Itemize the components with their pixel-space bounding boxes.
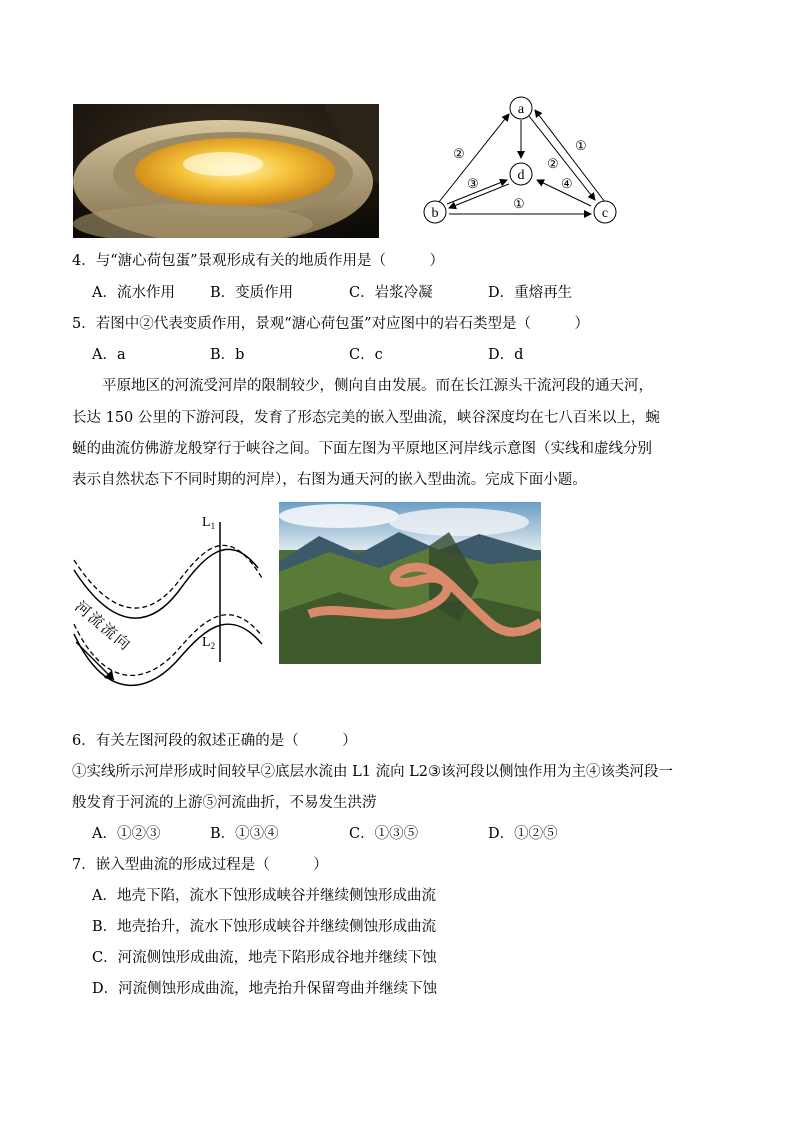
label-b-to-d: ③: [467, 176, 479, 191]
flow-direction-label: 河流流向: [71, 598, 134, 655]
q6-option-a[interactable]: A．①②③: [92, 826, 161, 842]
svg-text:d: d: [517, 168, 525, 183]
label-a-c-outer: ①: [575, 138, 587, 153]
node-d: [510, 163, 532, 185]
q5-stem: 5．若图中②代表变质作用，景观“溏心荷包蛋”对应图中的岩石类型是（ ）: [72, 316, 590, 332]
upper-bank-solid: [74, 549, 258, 618]
q5-option-c[interactable]: C．c: [349, 347, 383, 363]
rock-cycle-diagram: [415, 96, 635, 230]
q4-option-a[interactable]: A．流水作用: [92, 285, 175, 301]
q6-option-d[interactable]: D．①②⑤: [488, 826, 558, 842]
tongtian-river-photo: [279, 502, 541, 664]
q5-option-b[interactable]: B．b: [210, 347, 245, 363]
river-bank-diagram: [68, 508, 273, 704]
passage-line-4: 表示自然状态下不同时期的河岸），右图为通天河的嵌入型曲流。完成下面小题。: [72, 472, 587, 488]
label-a-c-inner: ②: [547, 156, 559, 171]
label-c-to-d: ④: [561, 176, 573, 191]
node-a: [510, 97, 532, 119]
node-b: [424, 201, 446, 223]
upper-bank-dashed: [74, 545, 262, 608]
q4-option-c[interactable]: C．岩浆冷凝: [349, 285, 433, 301]
passage-line-3: 蜒的曲流仿佛游龙般穿行于峡谷之间。下面左图为平原地区河岸线示意图（实线和虚线分别: [72, 441, 652, 457]
q4-option-d[interactable]: D．重熔再生: [488, 285, 573, 301]
node-c: [594, 201, 616, 223]
q7-option-a[interactable]: A．地壳下陷，流水下蚀形成峡谷并继续侧蚀形成曲流: [92, 888, 436, 904]
q7-option-b[interactable]: B．地壳抬升，流水下蚀形成峡谷并继续侧蚀形成曲流: [92, 919, 437, 935]
q5-option-a[interactable]: A．a: [92, 347, 126, 363]
label-b-c: ①: [513, 196, 525, 211]
passage-line-2: 长达 150 公里的下游河段，发育了形态完美的嵌入型曲流，峡谷深度均在七八百米以上，蜿: [72, 410, 660, 426]
svg-text:a: a: [517, 102, 525, 117]
q6-option-b[interactable]: B．①③④: [210, 826, 279, 842]
q4-stem: 4．与“溏心荷包蛋”景观形成有关的地质作用是（ ）: [72, 253, 445, 269]
q4-option-b[interactable]: B．变质作用: [210, 285, 294, 301]
q6-statements-line-2: 般发育于河流的上游⑤河流曲折，不易发生洪涝: [72, 795, 377, 811]
label-b-to-a: ②: [453, 146, 465, 161]
svg-text:c: c: [601, 206, 609, 221]
svg-text:b: b: [431, 206, 439, 221]
q6-statements-line-1: ①实线所示河岸形成时间较早②底层水流由 L1 流向 L2③该河段以侧蚀作用为主④该类河段一: [72, 764, 674, 780]
q7-option-d[interactable]: D．河流侧蚀形成曲流，地壳抬升保留弯曲并继续下蚀: [92, 981, 438, 997]
passage-line-1: 平原地区的河流受河岸的限制较少，侧向自由发展。而在长江源头干流河段的通天河，: [102, 378, 653, 394]
q5-option-d[interactable]: D．d: [488, 347, 524, 363]
q7-stem: 7．嵌入型曲流的形成过程是（ ）: [72, 857, 328, 873]
q7-option-c[interactable]: C．河流侧蚀形成曲流，地壳下陷形成谷地并继续下蚀: [92, 950, 437, 966]
q6-option-c[interactable]: C．①③⑤: [349, 826, 419, 842]
q6-stem: 6．有关左图河段的叙述正确的是（ ）: [72, 733, 357, 749]
label-l2: $L_2$: [202, 635, 216, 651]
arrow-d-to-b: [449, 184, 509, 208]
label-l1: $L_1$: [202, 515, 216, 531]
egg-rock-photo: [73, 104, 379, 238]
